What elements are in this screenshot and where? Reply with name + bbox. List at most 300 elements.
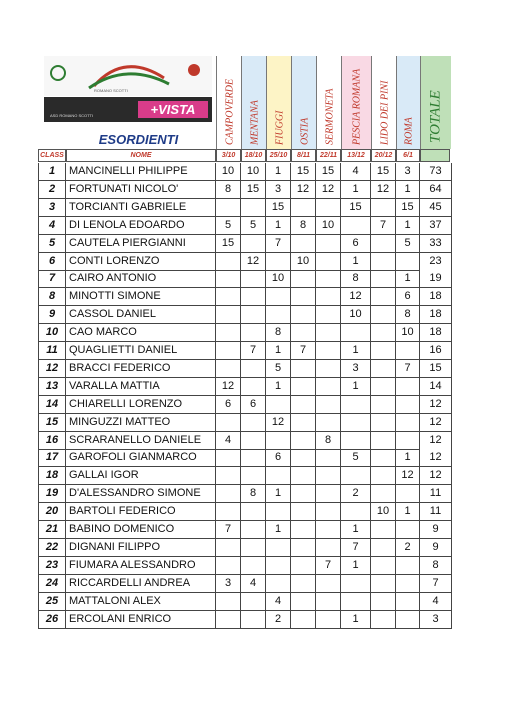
points-cell: 1 xyxy=(341,521,371,539)
points-cell xyxy=(241,360,266,378)
points-cell: 1 xyxy=(341,181,371,199)
points-cell xyxy=(341,503,371,521)
points-cell xyxy=(371,575,396,593)
points-cell xyxy=(216,288,241,306)
points-cell xyxy=(291,270,316,288)
points-cell xyxy=(291,360,316,378)
position-cell: 7 xyxy=(38,270,66,288)
points-cell: 12 xyxy=(266,414,291,432)
points-cell xyxy=(241,306,266,324)
points-cell: 1 xyxy=(341,557,371,575)
total-cell: 3 xyxy=(420,611,452,629)
table-row xyxy=(38,163,452,181)
table-row xyxy=(38,557,452,575)
name-cell: FIUMARA ALESSANDRO xyxy=(66,557,216,575)
points-cell xyxy=(241,324,266,342)
position-cell: 1 xyxy=(38,163,66,181)
points-cell xyxy=(316,503,341,521)
points-cell xyxy=(266,575,291,593)
points-cell xyxy=(371,342,396,360)
points-cell: 15 xyxy=(216,235,241,253)
points-cell: 8 xyxy=(341,270,371,288)
points-cell xyxy=(371,611,396,629)
points-cell xyxy=(216,449,241,467)
points-cell xyxy=(291,235,316,253)
points-cell xyxy=(291,414,316,432)
race-date: 3/10 xyxy=(216,149,241,162)
position-cell: 14 xyxy=(38,396,66,414)
position-cell: 18 xyxy=(38,467,66,485)
points-cell xyxy=(316,270,341,288)
points-cell: 1 xyxy=(266,217,291,235)
total-cell: 11 xyxy=(420,503,452,521)
points-cell: 4 xyxy=(266,593,291,611)
points-cell: 5 xyxy=(241,217,266,235)
name-cell: CASSOL DANIEL xyxy=(66,306,216,324)
points-cell xyxy=(341,432,371,450)
name-cell: GAROFOLI GIANMARCO xyxy=(66,449,216,467)
points-cell xyxy=(341,414,371,432)
totale-header: TOTALE xyxy=(420,56,451,149)
points-cell xyxy=(316,324,341,342)
total-cell: 16 xyxy=(420,342,452,360)
points-cell xyxy=(316,199,341,217)
points-cell: 15 xyxy=(316,163,341,181)
points-cell xyxy=(216,467,241,485)
points-cell: 4 xyxy=(341,163,371,181)
table-row xyxy=(38,467,452,485)
points-cell xyxy=(241,503,266,521)
points-cell xyxy=(316,414,341,432)
race-date: 8/11 xyxy=(291,149,316,162)
name-cell: BABINO DOMENICO xyxy=(66,521,216,539)
name-cell: QUAGLIETTI DANIEL xyxy=(66,342,216,360)
points-cell xyxy=(371,539,396,557)
table-row xyxy=(38,396,452,414)
position-cell: 8 xyxy=(38,288,66,306)
points-cell xyxy=(291,593,316,611)
points-cell xyxy=(396,378,420,396)
points-cell xyxy=(396,521,420,539)
points-cell xyxy=(371,324,396,342)
points-cell xyxy=(216,342,241,360)
table-row xyxy=(38,521,452,539)
name-cell: DIGNANI FILIPPO xyxy=(66,539,216,557)
table-row xyxy=(38,485,452,503)
points-cell: 2 xyxy=(396,539,420,557)
table-row xyxy=(38,414,452,432)
position-cell: 5 xyxy=(38,235,66,253)
points-cell xyxy=(316,485,341,503)
name-cell: DI LENOLA EDOARDO xyxy=(66,217,216,235)
points-cell xyxy=(396,611,420,629)
points-cell: 2 xyxy=(341,485,371,503)
points-cell: 10 xyxy=(241,163,266,181)
logo-text: ROMANO SCOTTI xyxy=(94,88,128,93)
points-cell: 3 xyxy=(216,575,241,593)
points-cell xyxy=(396,396,420,414)
logo-caption: ASD ROMANO SCOTTI xyxy=(50,113,94,118)
points-cell xyxy=(266,253,291,271)
points-cell: 1 xyxy=(341,342,371,360)
race-name: MENTANA xyxy=(249,100,260,145)
table-row xyxy=(38,324,452,342)
points-cell: 12 xyxy=(316,181,341,199)
points-cell xyxy=(216,253,241,271)
name-cell: VARALLA MATTIA xyxy=(66,378,216,396)
points-cell xyxy=(216,485,241,503)
points-cell: 12 xyxy=(216,378,241,396)
total-cell: 18 xyxy=(420,288,452,306)
race-date: 20/12 xyxy=(371,149,396,162)
points-cell xyxy=(371,396,396,414)
position-cell: 4 xyxy=(38,217,66,235)
points-cell xyxy=(241,611,266,629)
position-cell: 10 xyxy=(38,324,66,342)
name-cell: SCRARANELLO DANIELE xyxy=(66,432,216,450)
points-cell xyxy=(371,253,396,271)
points-cell: 4 xyxy=(216,432,241,450)
points-cell: 1 xyxy=(396,181,420,199)
points-cell: 10 xyxy=(216,163,241,181)
total-cell: 12 xyxy=(420,432,452,450)
name-cell: BRACCI FEDERICO xyxy=(66,360,216,378)
points-cell xyxy=(371,199,396,217)
table-row xyxy=(38,539,452,557)
name-column-header: NOME xyxy=(66,149,216,162)
points-cell: 5 xyxy=(266,360,291,378)
points-cell xyxy=(291,485,316,503)
points-cell: 10 xyxy=(396,324,420,342)
points-cell xyxy=(316,306,341,324)
points-cell xyxy=(216,414,241,432)
name-cell: MANCINELLI PHILIPPE xyxy=(66,163,216,181)
total-cell: 73 xyxy=(420,163,452,181)
position-cell: 25 xyxy=(38,593,66,611)
total-cell: 12 xyxy=(420,467,452,485)
name-cell: ERCOLANI ENRICO xyxy=(66,611,216,629)
points-cell xyxy=(316,611,341,629)
points-cell: 15 xyxy=(241,181,266,199)
points-cell xyxy=(291,557,316,575)
position-cell: 3 xyxy=(38,199,66,217)
points-cell xyxy=(396,253,420,271)
race-date: 13/12 xyxy=(341,149,371,162)
points-cell xyxy=(241,449,266,467)
race-date: 25/10 xyxy=(266,149,291,162)
points-cell xyxy=(241,432,266,450)
points-cell xyxy=(291,521,316,539)
name-cell: TORCIANTI GABRIELE xyxy=(66,199,216,217)
points-cell xyxy=(266,503,291,521)
name-cell: RICCARDELLI ANDREA xyxy=(66,575,216,593)
table-row xyxy=(38,253,452,271)
position-cell: 20 xyxy=(38,503,66,521)
position-cell: 15 xyxy=(38,414,66,432)
points-cell xyxy=(241,270,266,288)
points-cell: 10 xyxy=(341,306,371,324)
table-row xyxy=(38,593,452,611)
total-cell: 11 xyxy=(420,485,452,503)
points-cell xyxy=(291,378,316,396)
points-cell: 1 xyxy=(341,611,371,629)
points-cell xyxy=(291,575,316,593)
table-row xyxy=(38,288,452,306)
points-cell xyxy=(316,288,341,306)
points-cell: 6 xyxy=(341,235,371,253)
logo-graphic-icon xyxy=(44,56,212,96)
points-cell xyxy=(341,593,371,611)
points-cell xyxy=(371,306,396,324)
points-cell: 10 xyxy=(291,253,316,271)
table-row xyxy=(38,611,452,629)
points-cell: 3 xyxy=(266,181,291,199)
race-date: 18/10 xyxy=(241,149,266,162)
points-cell xyxy=(291,288,316,306)
table-row xyxy=(38,360,452,378)
points-cell: 1 xyxy=(396,449,420,467)
points-cell xyxy=(316,593,341,611)
position-cell: 19 xyxy=(38,485,66,503)
points-cell xyxy=(316,539,341,557)
points-cell xyxy=(291,306,316,324)
points-cell xyxy=(371,270,396,288)
race-date: 6/1 xyxy=(396,149,420,162)
race-name: OSTIA xyxy=(299,117,310,145)
points-cell xyxy=(341,396,371,414)
points-cell: 1 xyxy=(266,163,291,181)
points-cell xyxy=(396,342,420,360)
position-cell: 21 xyxy=(38,521,66,539)
total-cell: 12 xyxy=(420,449,452,467)
total-cell: 18 xyxy=(420,324,452,342)
points-cell xyxy=(241,288,266,306)
points-cell xyxy=(316,360,341,378)
points-cell: 8 xyxy=(291,217,316,235)
points-cell xyxy=(216,199,241,217)
name-cell: MINOTTI SIMONE xyxy=(66,288,216,306)
name-cell: CAIRO ANTONIO xyxy=(66,270,216,288)
class-column-header: CLASS xyxy=(38,149,66,162)
table-row xyxy=(38,432,452,450)
points-cell xyxy=(371,557,396,575)
points-cell: 7 xyxy=(241,342,266,360)
points-cell xyxy=(396,485,420,503)
points-cell: 6 xyxy=(216,396,241,414)
position-cell: 6 xyxy=(38,253,66,271)
race-header xyxy=(241,56,267,149)
table-row xyxy=(38,503,452,521)
points-cell: 1 xyxy=(266,521,291,539)
logo-banner xyxy=(44,56,212,96)
points-cell: 1 xyxy=(266,378,291,396)
race-header xyxy=(216,56,242,149)
name-cell: MATTALONI ALEX xyxy=(66,593,216,611)
race-name: CAMPOVERDE xyxy=(224,78,235,145)
points-cell xyxy=(341,217,371,235)
points-cell: 1 xyxy=(341,378,371,396)
race-header xyxy=(396,56,421,149)
total-cell: 18 xyxy=(420,306,452,324)
position-cell: 16 xyxy=(38,432,66,450)
position-cell: 17 xyxy=(38,449,66,467)
points-cell: 12 xyxy=(241,253,266,271)
points-cell xyxy=(291,396,316,414)
points-cell xyxy=(396,432,420,450)
points-cell xyxy=(316,253,341,271)
points-cell: 1 xyxy=(396,503,420,521)
points-cell: 15 xyxy=(291,163,316,181)
points-cell xyxy=(241,235,266,253)
name-cell: CAUTELA PIERGIANNI xyxy=(66,235,216,253)
points-cell: 7 xyxy=(266,235,291,253)
points-cell: 5 xyxy=(216,217,241,235)
position-cell: 9 xyxy=(38,306,66,324)
points-cell: 8 xyxy=(241,485,266,503)
race-header xyxy=(341,56,372,149)
table-row xyxy=(38,306,452,324)
points-cell xyxy=(216,593,241,611)
total-cell: 12 xyxy=(420,396,452,414)
points-cell xyxy=(266,288,291,306)
table-row xyxy=(38,575,452,593)
points-cell: 6 xyxy=(396,288,420,306)
points-cell xyxy=(291,539,316,557)
points-cell: 1 xyxy=(396,217,420,235)
points-cell xyxy=(216,306,241,324)
race-name: SERMONETA xyxy=(324,88,335,145)
race-header xyxy=(316,56,342,149)
points-cell xyxy=(291,449,316,467)
name-cell: CONTI LORENZO xyxy=(66,253,216,271)
points-cell xyxy=(241,557,266,575)
points-cell xyxy=(216,270,241,288)
category-title: ESORDIENTI xyxy=(98,132,179,147)
race-header xyxy=(371,56,397,149)
points-cell xyxy=(341,575,371,593)
race-date: 22/11 xyxy=(316,149,341,162)
points-cell: 3 xyxy=(341,360,371,378)
points-cell xyxy=(316,449,341,467)
points-cell: 7 xyxy=(341,539,371,557)
points-cell xyxy=(396,414,420,432)
points-cell: 1 xyxy=(341,253,371,271)
points-cell: 12 xyxy=(396,467,420,485)
points-cell xyxy=(216,539,241,557)
total-cell: 12 xyxy=(420,414,452,432)
total-cell: 33 xyxy=(420,235,452,253)
points-cell: 7 xyxy=(371,217,396,235)
points-cell xyxy=(396,557,420,575)
points-cell: 1 xyxy=(266,485,291,503)
totale-subheader xyxy=(420,149,450,162)
total-cell: 7 xyxy=(420,575,452,593)
table-row xyxy=(38,199,452,217)
points-cell xyxy=(291,324,316,342)
points-cell xyxy=(371,467,396,485)
points-cell xyxy=(241,593,266,611)
position-cell: 13 xyxy=(38,378,66,396)
race-name: FIUGGI xyxy=(274,110,285,145)
points-cell xyxy=(241,521,266,539)
points-cell xyxy=(291,503,316,521)
points-cell xyxy=(216,503,241,521)
points-cell: 8 xyxy=(396,306,420,324)
points-cell xyxy=(341,324,371,342)
name-cell: MINGUZZI MATTEO xyxy=(66,414,216,432)
total-cell: 23 xyxy=(420,253,452,271)
race-header xyxy=(266,56,292,149)
points-cell: 15 xyxy=(266,199,291,217)
points-cell: 10 xyxy=(371,503,396,521)
points-cell xyxy=(266,432,291,450)
points-cell xyxy=(241,414,266,432)
points-cell xyxy=(316,521,341,539)
points-cell xyxy=(216,360,241,378)
name-cell: FORTUNATI NICOLO' xyxy=(66,181,216,199)
total-cell: 4 xyxy=(420,593,452,611)
points-cell xyxy=(371,360,396,378)
total-cell: 15 xyxy=(420,360,452,378)
total-cell: 45 xyxy=(420,199,452,217)
total-cell: 14 xyxy=(420,378,452,396)
points-cell xyxy=(241,378,266,396)
points-cell xyxy=(216,611,241,629)
points-cell: 12 xyxy=(341,288,371,306)
points-cell xyxy=(371,235,396,253)
points-cell xyxy=(371,449,396,467)
total-cell: 9 xyxy=(420,521,452,539)
points-cell xyxy=(266,467,291,485)
total-cell: 9 xyxy=(420,539,452,557)
name-cell: D'ALESSANDRO SIMONE xyxy=(66,485,216,503)
points-cell: 5 xyxy=(341,449,371,467)
points-cell: 2 xyxy=(266,611,291,629)
position-cell: 26 xyxy=(38,611,66,629)
points-cell: 10 xyxy=(266,270,291,288)
total-cell: 37 xyxy=(420,217,452,235)
points-cell xyxy=(266,396,291,414)
points-cell xyxy=(316,575,341,593)
race-header xyxy=(291,56,317,149)
points-cell: 6 xyxy=(266,449,291,467)
position-cell: 12 xyxy=(38,360,66,378)
total-cell: 8 xyxy=(420,557,452,575)
points-cell xyxy=(371,378,396,396)
points-cell xyxy=(291,467,316,485)
points-cell xyxy=(241,199,266,217)
position-cell: 22 xyxy=(38,539,66,557)
table-row xyxy=(38,342,452,360)
name-cell: CAO MARCO xyxy=(66,324,216,342)
points-cell: 7 xyxy=(396,360,420,378)
points-cell xyxy=(316,467,341,485)
points-cell xyxy=(396,593,420,611)
team-logo xyxy=(44,56,212,122)
vista-sponsor-logo: +VISTA xyxy=(138,101,208,118)
points-cell: 8 xyxy=(266,324,291,342)
points-cell: 7 xyxy=(291,342,316,360)
points-cell xyxy=(371,432,396,450)
points-cell xyxy=(396,575,420,593)
table-row xyxy=(38,378,452,396)
logo-sponsor-strip xyxy=(44,97,212,122)
points-cell xyxy=(291,432,316,450)
points-cell: 1 xyxy=(396,270,420,288)
position-cell: 11 xyxy=(38,342,66,360)
points-cell: 6 xyxy=(241,396,266,414)
points-cell: 8 xyxy=(316,432,341,450)
